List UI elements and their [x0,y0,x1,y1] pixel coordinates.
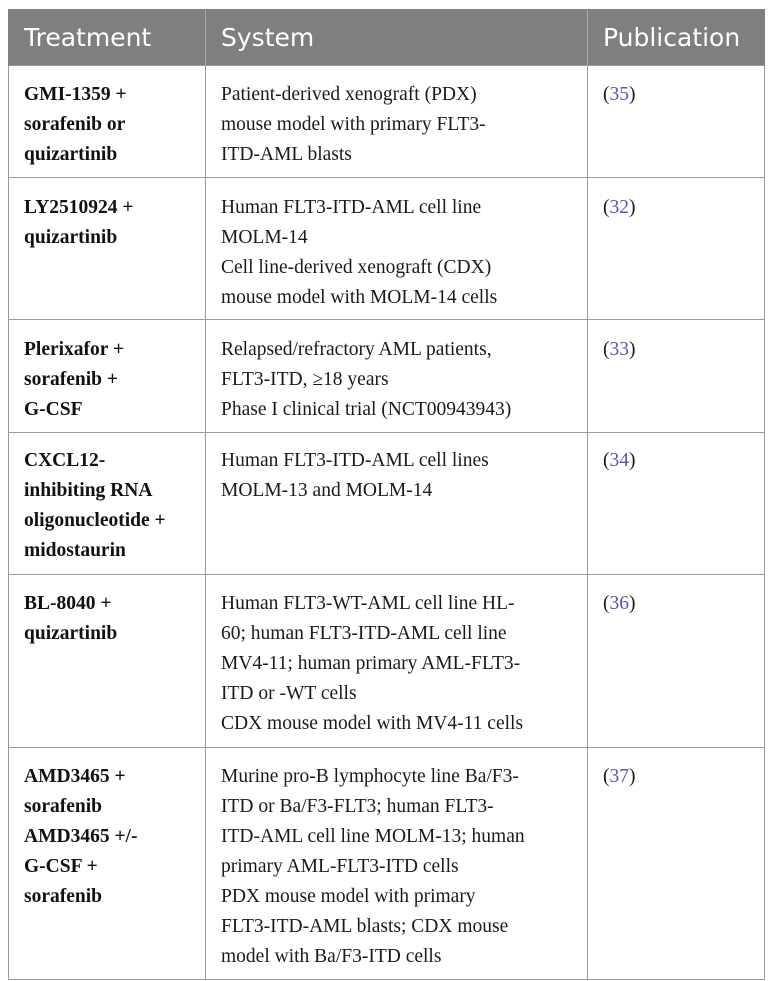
table-row [9,178,765,320]
treatment-cell [9,748,206,980]
system-line: PDX mouse model with primary [221,886,476,907]
treatment-line: BL-8040 + [24,593,112,614]
system-line: Human FLT3-ITD-AML cell lines [221,450,489,471]
treatment-line: sorafenib [24,796,102,817]
treatment-cell [9,320,206,433]
system-cell [206,575,588,748]
table-header [9,9,765,66]
system-line: primary AML-FLT3-ITD cells [221,856,459,877]
treatment-line: midostaurin [24,540,126,561]
system-line: ITD or Ba/F3-FLT3; human FLT3- [221,796,494,817]
system-line: mouse model with MOLM-14 cells [221,287,498,308]
publication-cell: (33) [588,320,765,433]
treatment-table [8,9,765,980]
treatment-line: G-CSF + [24,856,98,877]
system-line: Relapsed/refractory AML patients, [221,339,492,360]
table-body [9,66,765,980]
treatment-line: GMI-1359 + [24,84,127,105]
system-cell [206,320,588,433]
system-line: Phase I clinical trial (NCT00943943) [221,399,512,420]
publication-cell: (34) [588,433,765,575]
system-line: Cell line-derived xenograft (CDX) [221,257,492,278]
system-line: CDX mouse model with MV4-11 cells [221,713,524,734]
treatment-table-container [8,9,764,980]
system-line: MV4-11; human primary AML-FLT3- [221,653,521,674]
system-line: ITD or -WT cells [221,683,357,704]
system-line: Patient-derived xenograft (PDX) [221,84,477,105]
treatment-line: quizartinib [24,623,118,644]
system-line: MOLM-14 [221,227,308,248]
publication-cell: (36) [588,575,765,748]
treatment-line: Plerixafor + [24,339,125,360]
citation-link[interactable]: 36 [609,593,629,614]
publication-cell: (32) [588,178,765,320]
citation-link[interactable]: 37 [609,766,629,787]
table-row [9,575,765,748]
table-row [9,433,765,575]
system-line: Human FLT3-ITD-AML cell line [221,197,482,218]
treatment-line: LY2510924 + [24,197,134,218]
system-line: ITD-AML cell line MOLM-13; human [221,826,525,847]
treatment-cell [9,66,206,178]
treatment-line: inhibiting RNA [24,480,153,501]
header-row [9,9,765,66]
citation-link[interactable]: 33 [609,339,629,360]
header-system: System [206,9,588,66]
citation-link[interactable]: 34 [609,450,629,471]
table-row [9,320,765,433]
treatment-line: sorafenib [24,886,102,907]
treatment-cell [9,575,206,748]
system-line: model with Ba/F3-ITD cells [221,946,442,967]
system-line: Human FLT3-WT-AML cell line HL- [221,593,515,614]
publication-cell: (35) [588,66,765,178]
system-line: FLT3-ITD, ≥18 years [221,369,389,390]
treatment-line: oligonucleotide + [24,510,166,531]
system-line: MOLM-13 and MOLM-14 [221,480,433,501]
system-line: FLT3-ITD-AML blasts; CDX mouse [221,916,509,937]
system-cell [206,433,588,575]
treatment-line: AMD3465 +/- [24,826,138,847]
treatment-line: AMD3465 + [24,766,126,787]
system-cell [206,66,588,178]
system-line: ITD-AML blasts [221,144,352,165]
header-publication: Publication [588,9,765,66]
system-line: Murine pro-B lymphocyte line Ba/F3- [221,766,519,787]
treatment-cell [9,178,206,320]
citation-link[interactable]: 35 [609,84,629,105]
system-line: mouse model with primary FLT3- [221,114,486,135]
table-row [9,66,765,178]
treatment-line: G-CSF [24,399,83,420]
treatment-line: quizartinib [24,227,118,248]
header-treatment: Treatment [9,9,206,66]
system-line: 60; human FLT3-ITD-AML cell line [221,623,507,644]
treatment-line: sorafenib or [24,114,126,135]
treatment-cell [9,433,206,575]
treatment-line: CXCL12- [24,450,106,471]
system-cell [206,178,588,320]
table-row [9,748,765,980]
treatment-line: sorafenib + [24,369,118,390]
system-cell [206,748,588,980]
treatment-line: quizartinib [24,144,118,165]
publication-cell: (37) [588,748,765,980]
citation-link[interactable]: 32 [609,197,629,218]
